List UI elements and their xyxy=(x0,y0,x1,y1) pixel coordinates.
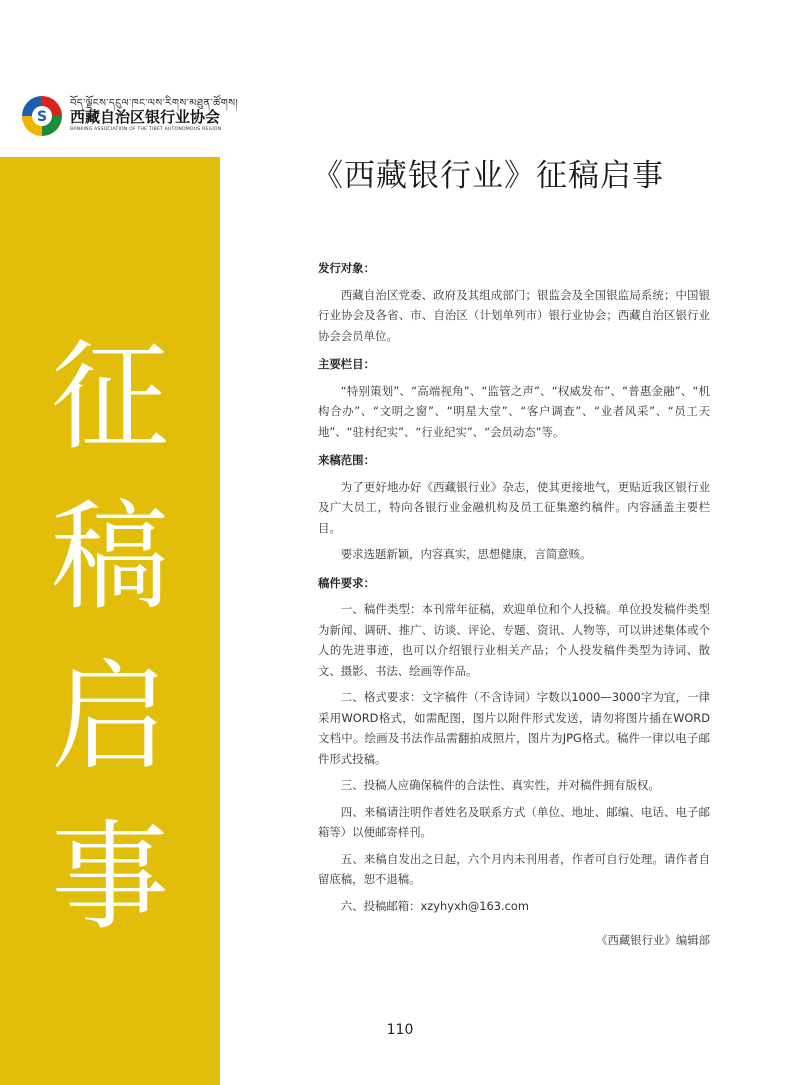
association-emblem-icon xyxy=(20,94,64,138)
section-paragraph: 三、投稿人应确保稿件的合法性、真实性，并对稿件拥有版权。 xyxy=(340,778,660,792)
section-requirements xyxy=(318,573,710,917)
section-paragraph: 一、稿件类型：本刊常年征稿，欢迎单位和个人投稿。单位投发稿件类型为新闻、调研、推广、访谈、评论、专题、资讯、人物等，可以讲述集体或个人的先进事迹，也可以介绍银行业相关产品；个人投发稿件类型为诗词、散文、摄影、书法、绘画等作品。 xyxy=(318,602,710,678)
section-paragraph: 四、来稿请注明作者姓名及联系方式（单位、地址、邮编、电话、电子邮箱等）以便邮寄样刊。 xyxy=(318,804,710,839)
svg-text:S: S xyxy=(36,109,48,125)
section-columns xyxy=(318,354,710,442)
section-paragraph: 西藏自治区党委、政府及其组成部门；银监会及全国银监局系统；中国银行业协会及各省、市、自治区（计划单列市）银行业协会；西藏自治区银行业协会会员单位。 xyxy=(318,287,710,343)
side-banner xyxy=(0,157,220,1085)
section-paragraph: “特别策划”、“高端视角”、“监管之声”、“权威发布”、“普惠金融”、“机构合办”、“文明之窗”、“明星大堂”、“客户调查”、“业者风采”、“员工天地”、“驻村纪实”、“行业纪实”、“会员动态”等。 xyxy=(318,383,710,439)
submission-email: 六、投稿邮箱：xzyhyxh@163.com xyxy=(340,898,529,913)
section-paragraph: 二、格式要求：文字稿件（不含诗词）字数以1000—3000字为宜，一律采用WORD格式，如需配图，图片以附件形式发送，请勿将图片插在WORD文档中。绘画及书法作品需翻拍成照片，图片为JPG格式。稿件一律以电子邮件形式投稿。 xyxy=(318,690,710,766)
association-logo xyxy=(20,90,250,144)
banner-char-4: 事 xyxy=(50,808,169,946)
section-paragraph: 要求选题新颖，内容真实，思想健康，言简意赅。 xyxy=(340,547,592,561)
section-paragraph: 五、来稿自发出之日起，六个月内未刊用者，作者可自行处理。请作者自留底稿，恕不退稿。 xyxy=(318,851,710,886)
banner-char-1: 征 xyxy=(50,328,169,466)
section-distribution xyxy=(318,258,710,346)
logo-english-name: BANKING ASSOCIATION OF THE TIBET AUTONOMOUS REGION xyxy=(70,127,222,132)
section-heading: 主要栏目： xyxy=(318,357,375,371)
notice-body xyxy=(318,258,710,922)
section-heading: 稿件要求： xyxy=(318,575,375,590)
banner-char-3: 启 xyxy=(50,648,169,786)
signature: 《西藏银行业》编辑部 xyxy=(596,933,710,947)
page-number: 110 xyxy=(386,1022,414,1038)
logo-tibetan-text: བོད་ལྗོངས་དངུལ་ཁང་ལས་རིགས་མཐུན་ཚོགས། xyxy=(70,98,239,109)
section-heading: 发行对象： xyxy=(318,261,375,275)
banner-char-2: 稿 xyxy=(50,488,169,626)
section-scope xyxy=(318,450,710,565)
section-paragraph: 为了更好地办好《西藏银行业》杂志，使其更接地气，更贴近我区银行业及广大员工，特向各银行业金融机构及员工征集邀约稿件。内容涵盖主要栏目。 xyxy=(318,479,710,535)
section-heading: 来稿范围： xyxy=(318,453,375,467)
page-title: 《西藏银行业》征稿启事 xyxy=(312,158,664,194)
logo-chinese-name: 西藏自治区银行业协会 xyxy=(70,108,221,126)
